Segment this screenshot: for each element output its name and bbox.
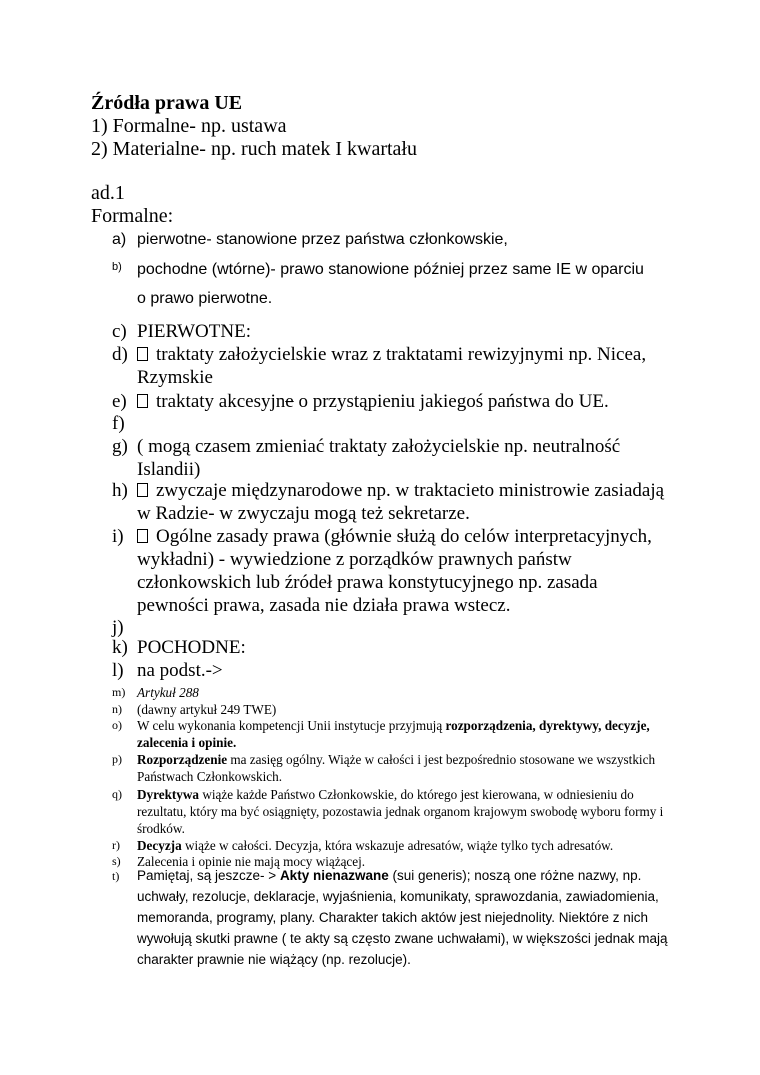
list-marker: b) bbox=[112, 261, 122, 273]
checkbox-glyph-icon bbox=[137, 394, 148, 408]
list-item-o bbox=[112, 717, 672, 751]
list-item-i bbox=[112, 525, 672, 617]
list-marker: q) bbox=[112, 787, 122, 801]
list-item-text: Zalecenia i opinie nie mają mocy wiążącej. bbox=[137, 854, 366, 869]
list-item-text: na podst.-> bbox=[137, 660, 223, 681]
list-marker: n) bbox=[112, 702, 122, 716]
list-item-text: traktaty akcesyjne o przystąpieniu jakiegoś państwa do UE. bbox=[137, 390, 672, 413]
checkbox-glyph-icon bbox=[137, 529, 148, 543]
list-item-text: Artykuł 288 bbox=[137, 685, 199, 700]
list-marker: d) bbox=[112, 344, 128, 365]
list-item-text: pochodne (wtórne)- prawo stanowione później przez same IE w oparciu o prawo pierwotne. bbox=[137, 261, 644, 307]
list-item-q bbox=[112, 786, 672, 837]
checkbox-glyph-icon bbox=[137, 483, 148, 497]
list-item-h bbox=[112, 479, 672, 525]
list-marker: j) bbox=[112, 617, 124, 638]
source-type-material: 2) Materialne- np. ruch matek I kwartału bbox=[91, 138, 417, 160]
list-item-text: pierwotne- stanowione przez państwa członkowskie, bbox=[137, 231, 508, 248]
list-marker: t) bbox=[112, 869, 120, 883]
list-marker: f) bbox=[112, 413, 125, 434]
list-marker: l) bbox=[112, 660, 124, 681]
list-marker: e) bbox=[112, 391, 127, 412]
list-item-n bbox=[112, 701, 672, 718]
list-marker: h) bbox=[112, 480, 128, 501]
checkbox-glyph-icon bbox=[137, 347, 148, 361]
list-marker: o) bbox=[112, 718, 122, 732]
list-marker: c) bbox=[112, 321, 127, 342]
list-item-text: Pamiętaj, są jeszcze- > Akty nienazwane (sui generis); noszą one różne nazwy, np. uchwały, rezolucje, deklaracje, wyjaśnienia, komunikaty, sprawozdania, zawiadomienia, memoranda, programy, plany. Charakter takich aktów jest niejednolity. Niektóre z nich wywołują skutki prawne ( te akty są często zwane uchwałami), w większości jednak mają charakter prawnie nie wiążący (np. rezolucje). bbox=[137, 868, 668, 967]
list-item-a bbox=[112, 227, 672, 252]
list-marker: i) bbox=[112, 526, 124, 547]
list-item-c bbox=[112, 320, 672, 343]
list-item-text: Rozporządzenie ma zasięg ogólny. Wiąże w całości i jest bezpośrednio stosowane we wszystkich Państwach Członkowskich. bbox=[137, 752, 656, 784]
list-item-text: ( mogą czasem zmieniać traktaty założycielskie np. neutralność Islandii) bbox=[137, 436, 621, 480]
list-item-text: zwyczaje międzynarodowe np. w traktacieto ministrowie zasiadają w Radzie- w zwyczaju mogą też sekretarze. bbox=[137, 480, 665, 524]
source-type-formal: 1) Formalne- np. ustawa bbox=[91, 115, 287, 137]
ad-label: ad.1 bbox=[91, 182, 125, 204]
list-item-text: Dyrektywa wiąże każde Państwo Członkowskie, do którego jest kierowana, w odniesieniu do rezultatu, który ma być osiągnięty, pozostawia jednak organom krajowym swobodę wyboru formy i środków. bbox=[137, 787, 664, 836]
formal-label: Formalne: bbox=[91, 205, 174, 227]
list-marker: a) bbox=[112, 231, 127, 248]
list-marker: r) bbox=[112, 838, 120, 852]
list-item-text: W celu wykonania kompetencji Unii instytucje przyjmują rozporządzenia, dyrektywy, decyzje, zalecenia i opinie. bbox=[137, 718, 650, 750]
list-item-l bbox=[112, 659, 672, 682]
list-item-g bbox=[112, 435, 672, 481]
list-item-text: POCHODNE: bbox=[137, 637, 246, 658]
list-item-text: (dawny artykuł 249 TWE) bbox=[137, 702, 277, 717]
list-marker: g) bbox=[112, 436, 128, 457]
list-item-text: PIERWOTNE: bbox=[137, 321, 251, 342]
list-item-b bbox=[112, 255, 652, 313]
list-marker: k) bbox=[112, 637, 128, 658]
list-item-r bbox=[112, 837, 672, 854]
list-item-text: traktaty założycielskie wraz z traktatami rewizyjnymi np. Nicea, Rzymskie bbox=[137, 344, 647, 388]
list-item-k bbox=[112, 636, 672, 659]
list-item-e bbox=[112, 390, 672, 413]
list-item-t bbox=[112, 865, 672, 970]
list-marker: s) bbox=[112, 854, 121, 868]
list-marker: p) bbox=[112, 752, 122, 766]
list-item-d bbox=[112, 343, 672, 389]
page-title: Źródła prawa UE bbox=[91, 92, 243, 114]
list-item-text: Ogólne zasady prawa (głównie służą do celów interpretacyjnych, wykładni) - wywiedzione z porządków prawnych państw członkowskich lub źródeł prawa konstytucyjnego np. zasada pewności prawa, zasada nie działa prawa wstecz. bbox=[137, 526, 652, 616]
list-item-m bbox=[112, 684, 672, 701]
list-marker: m) bbox=[112, 685, 126, 699]
list-item-text: Decyzja wiąże w całości. Decyzja, która wskazuje adresatów, wiąże tylko tych adresatów. bbox=[137, 838, 614, 853]
list-item-p bbox=[112, 751, 672, 785]
